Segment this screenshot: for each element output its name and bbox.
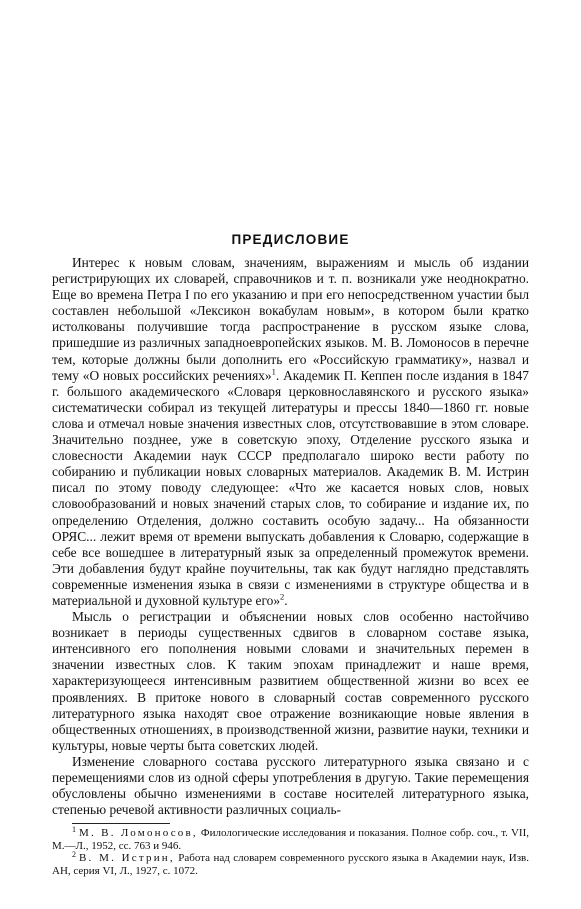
footnote-2-author: В. М. Истрин, xyxy=(79,852,175,865)
footnote-2-text: Работа над словарем современного русского языка в Академии наук, Изв. АН, серия VI, Л., 1927, с. 1072. xyxy=(52,852,529,878)
footnote-divider xyxy=(72,823,170,824)
footnote-1 xyxy=(52,824,529,852)
footnote-1-number: 1 xyxy=(72,824,76,834)
paragraph-1-text-c: . xyxy=(284,592,288,608)
paragraph-3: Изменение словарного состава русского литературного языка связано и с перемещениями слов из одной сферы употребления в другую. Такие перемещения обусловлены обычно изменениями в составе носителей литературного языка, степенью речевой активности различных социаль- xyxy=(52,753,529,818)
paragraph-2: Мысль о регистрации и объяснении новых слов особенно настойчиво возникает в периоды существенных сдвигов в словарном составе языка, интенсивного его пополнения новыми словами и значительных перемен в значении известных слов. К таким эпохам принадлежит и наше время, характеризующееся интенсивным развитием общественной жизни во всех ее проявлениях. В притоке нового в словарный состав современного русского литературного языка находят свое отражение возникающие новые явления в общественных отношениях, в производственной жизни, развитие науки, техники и культуры, новые черты быта советских людей. xyxy=(52,609,529,753)
footnote-1-text: Филологические исследования и показания. Полное собр. соч., т. VII, М.—Л., 1952, сс. 763 и 946. xyxy=(52,827,529,852)
footnote-ref-1[interactable]: 1 xyxy=(271,366,276,377)
page-title: ПРЕДИСЛОВИЕ xyxy=(231,232,350,247)
paragraph-1 xyxy=(52,255,529,609)
paragraph-1-text-a: Интерес к новым словам, значениям, выражениям и мысль об издании регистрирующих их словарей, справочников и т. п. возникали уже неоднократно. Еще во времена Петра I по его указанию и при его непосредственном участии был составлен небольшой «Лексикон вокабулам новым», в котором были кратко истолкованы получившие тогда распространение в русском языке слова, пришедшие из различных западноевропейских языков. М. В. Ломоносов в перечне тем, которые должны были дополнить его «Российскую грамматику», назвал и тему «О новых российских речениях» xyxy=(52,255,529,383)
footnote-ref-2[interactable]: 2 xyxy=(280,591,285,602)
footnote-2 xyxy=(52,849,529,878)
paragraph-1-text-b: . Академик П. Кеппен после издания в 1847 г. большого академического «Словаря церковнославянского и русского языка» систематически собирал из текущей литературы и прессы 1840—1860 гг. новые слова и отмечал новые значения известных слов, отсутствовавшие в этом словаре. Значительно позднее, уже в советскую эпоху, Отделение русского языка и словесности Академии наук СССР предполагало широко вести работу по собиранию и публикации новых словарных материалов. Академик В. М. Истрин писал по этому поводу следующее: «Что же касается новых слов, новых словообразований и новых значений старых слов, то собирание и издание их, по определению Отделения, должно составить особую задачу... На обязанности ОРЯС... лежит время от времени выпускать добавления к Словарю, содержащие в себе все вошедшее в литературный язык за определенный промежуток времени. Эти добавления будут крайне поучительны, так как будут наглядно представлять современные изменения языка в связи с изменениями в структуре общества и в материальной и духовной культуре его» xyxy=(52,367,529,608)
footnote-1-author: М. В. Ломоносов, xyxy=(79,827,198,840)
footnote-2-number: 2 xyxy=(72,849,76,859)
document-page xyxy=(52,232,529,878)
